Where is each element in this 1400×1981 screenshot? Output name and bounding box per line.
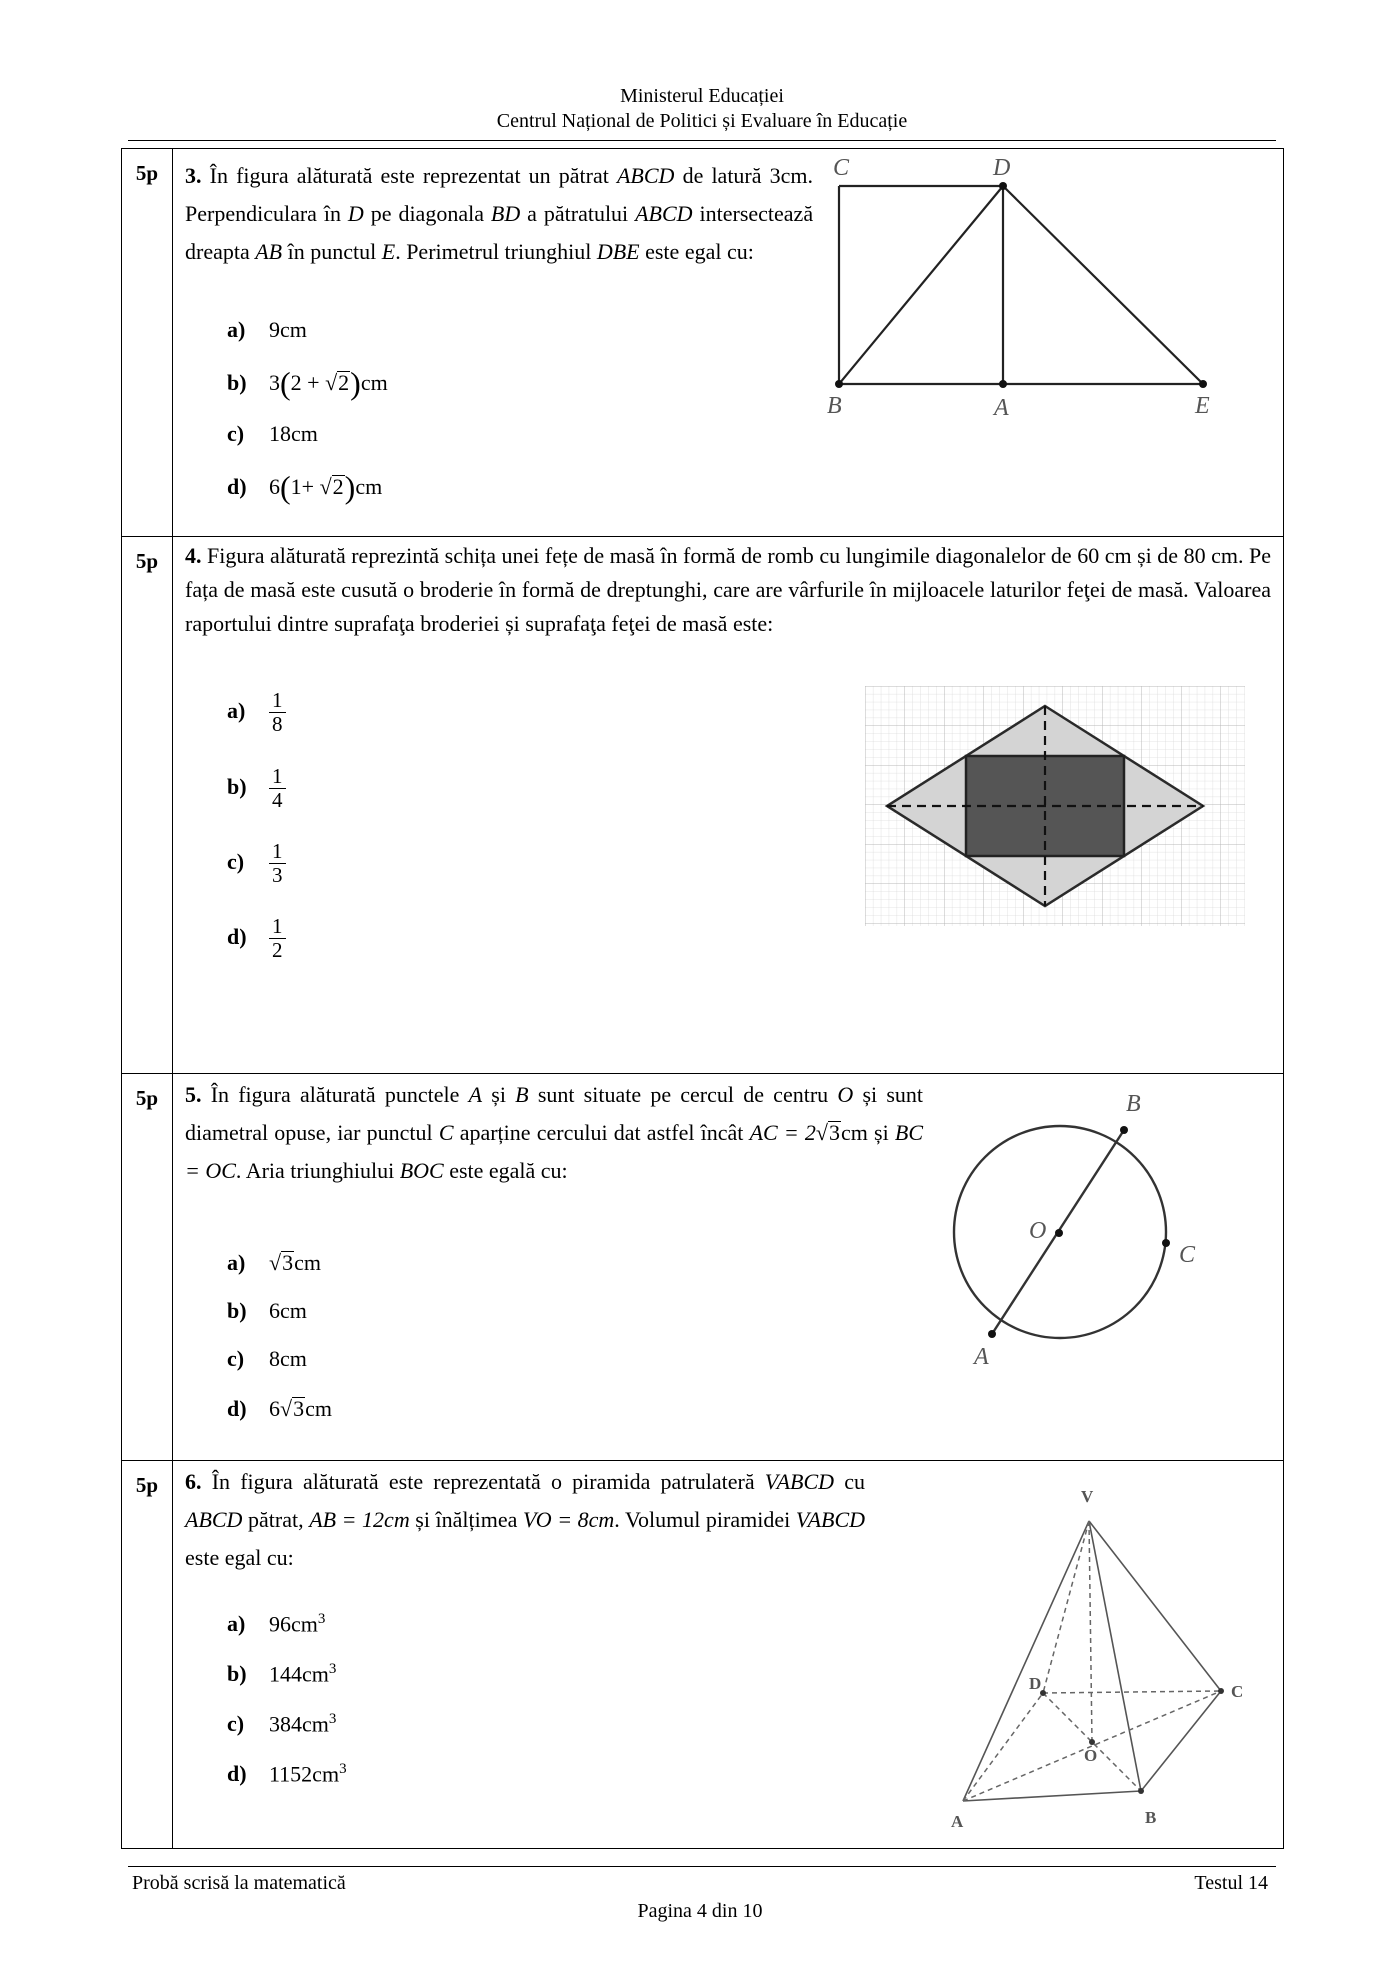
problem-4-body xyxy=(173,537,1284,1074)
footer-test-number: Testul 14 xyxy=(1194,1872,1268,1894)
point-b xyxy=(835,380,843,388)
segment-de xyxy=(1003,186,1203,384)
label-v: V xyxy=(1081,1487,1094,1506)
problem-5-points: 5p xyxy=(122,1074,173,1461)
point-c xyxy=(1162,1239,1170,1247)
point-b xyxy=(1138,1788,1144,1794)
problem-4-number: 4. xyxy=(185,543,202,568)
problem-6-option-c: c) $384cm^3$ xyxy=(227,1711,337,1737)
problem-6-row xyxy=(122,1461,1284,1849)
edge-va xyxy=(963,1521,1089,1801)
problem-5-option-a: a) √3cm xyxy=(227,1250,321,1275)
label-c: C xyxy=(1231,1682,1244,1701)
problem-4-option-d: d) $\frac{1}{2}$ xyxy=(227,915,286,962)
label-c: C xyxy=(833,155,850,181)
label-o: O xyxy=(1029,1218,1047,1244)
problem-3-option-a: a) 9cm xyxy=(227,317,307,342)
label-d: D xyxy=(993,155,1011,181)
label-a: A xyxy=(994,395,1009,421)
problem-3-row xyxy=(122,149,1284,537)
edge-vc xyxy=(1089,1521,1221,1691)
problem-6-number: 6. xyxy=(185,1469,202,1494)
problem-6-statement: 6. În figura alăturată este reprezentată o piramida patrulateră VABCD cu ABCD pătrat, AB = 12cm și înălțimea VO = 8cm. Volumul piramidei VABCD este egal cu: xyxy=(185,1469,866,1570)
point-a xyxy=(999,380,1007,388)
point-o xyxy=(1089,1739,1095,1745)
problem-3-points: 5p xyxy=(122,149,173,537)
pyramid-figure xyxy=(873,1461,1273,1845)
label-a: A xyxy=(951,1812,964,1831)
problem-5-row xyxy=(122,1074,1284,1461)
problem-5-body xyxy=(173,1074,1284,1461)
problem-5-statement: 5. În figura alăturată punctele A și B sunt situate pe cercul de centru O și sunt diametral opuse, iar punctul C aparține cercului dat astfel încât AC = 2√3cm și BC = OC. Aria triunghiului BOC este egală cu: xyxy=(185,1082,924,1183)
label-b: B xyxy=(827,393,842,419)
label-o: O xyxy=(1084,1746,1098,1765)
diagonal-bd xyxy=(839,186,1003,384)
problem-6-option-b: b) $144cm^3$ xyxy=(227,1661,337,1687)
square-figure xyxy=(823,149,1263,439)
point-d xyxy=(999,182,1007,190)
problem-4-option-b: b) $\frac{1}{4}$ xyxy=(227,765,286,812)
header-ministry: Ministerul Educației xyxy=(620,85,784,107)
point-c xyxy=(1218,1688,1224,1694)
problem-5-number: 5. xyxy=(185,1082,202,1107)
problem-3-number: 3. xyxy=(185,163,202,188)
label-b: B xyxy=(1126,1091,1141,1117)
point-o xyxy=(1055,1229,1063,1237)
circle-figure xyxy=(923,1074,1263,1384)
problem-4-option-a: a) $\frac{1}{8}$ xyxy=(227,689,286,736)
label-d: D xyxy=(1029,1674,1042,1693)
problem-4-option-c: c) $\frac{1}{3}$ xyxy=(227,840,286,887)
point-b xyxy=(1120,1126,1128,1134)
problem-6-option-a: a) $96cm^3$ xyxy=(227,1611,326,1637)
page-header xyxy=(128,84,1276,134)
problem-3-statement: 3. În figura alăturată este reprezentat un pătrat ABCD de latură 3cm. Perpendiculara în D pe diagonala BD a pătratului ABCD intersectează dreapta AB în punctul E. Perimetrul triunghiul DBE este egal cu: xyxy=(185,163,814,264)
problems-table xyxy=(121,148,1284,1849)
problem-3-body xyxy=(173,149,1284,537)
problem-6-option-d: d) $1152cm^3$ xyxy=(227,1761,347,1787)
problem-4-row xyxy=(122,537,1284,1074)
problem-6-body xyxy=(173,1461,1284,1849)
problem-6-points: 5p xyxy=(122,1461,173,1849)
problem-3-option-d: d) 6(1+ √2)cm xyxy=(227,469,383,505)
header-center: Centrul Național de Politici și Evaluare în Educație xyxy=(496,110,908,132)
edge-bc xyxy=(1141,1691,1221,1791)
problem-3-option-b: b) 3(2 + √2)cm xyxy=(227,365,388,401)
problem-5-option-b: b) 6cm xyxy=(227,1298,307,1323)
edge-ad-hidden xyxy=(963,1693,1043,1801)
label-a: A xyxy=(974,1344,989,1370)
edge-ab xyxy=(963,1791,1141,1801)
rhombus-figure xyxy=(865,686,1245,926)
footer-page-number: Pagina 4 din 10 xyxy=(637,1900,763,1922)
problem-3-option-c: c) 18cm xyxy=(227,421,318,446)
problem-5-option-c: c) 8cm xyxy=(227,1346,307,1371)
footer-exam-name: Probă scrisă la matematică xyxy=(132,1872,346,1894)
label-e: E xyxy=(1195,393,1210,419)
problem-4-statement: 4. Figura alăturată reprezintă schița unei fețe de masă în formă de romb cu lungimile diagonalelor de 60 cm și de 80 cm. Pe fața de masă este cusută o broderie în formă de dreptunghi, care are vârfurile în mijloacele laturilor feţei de masă. Valoarea raportului dintre suprafaţa broderiei și suprafaţa feţei de masă este: xyxy=(185,543,1272,636)
footer-rule xyxy=(128,1866,1276,1867)
height-vo-hidden xyxy=(1089,1521,1092,1742)
problem-5-option-d: d) 6√3cm xyxy=(227,1396,332,1421)
point-e xyxy=(1199,380,1207,388)
edge-dc-hidden xyxy=(1043,1691,1221,1693)
problem-4-points: 5p xyxy=(122,537,173,1074)
label-b: B xyxy=(1145,1808,1157,1827)
label-c: C xyxy=(1179,1242,1196,1268)
point-a xyxy=(988,1330,996,1338)
header-rule xyxy=(128,140,1276,141)
